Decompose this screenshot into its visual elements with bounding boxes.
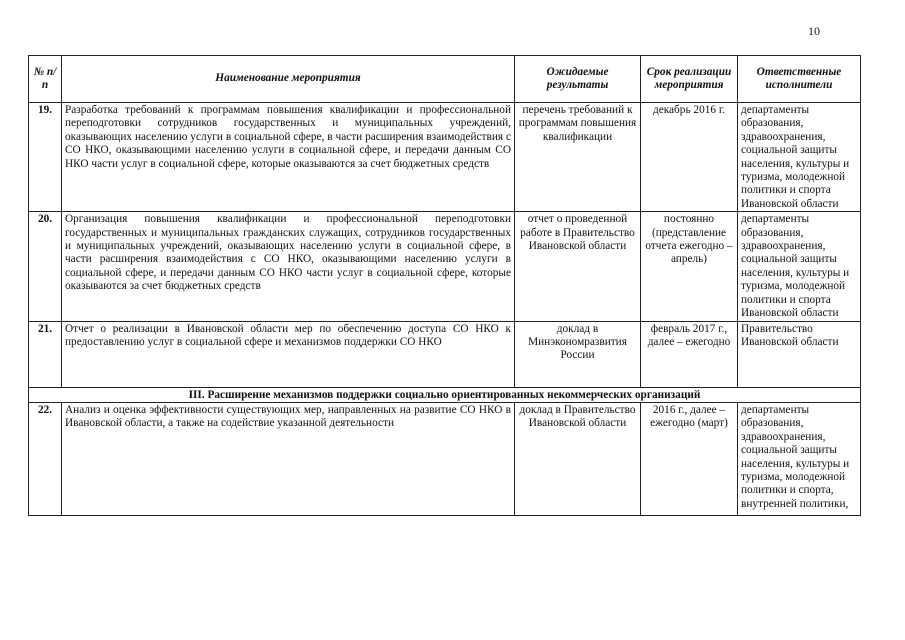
row-name: Анализ и оценка эффективности существующих мер, направленных на развитие СО НКО в Ивановской области, а также на содействие указанной деятельности	[62, 402, 515, 515]
row-executors: департаменты образования, здравоохранения, социальной защиты населения, культуры и туризма, молодежной политики и спорта Ивановской области	[738, 103, 861, 212]
row-num: 20.	[29, 212, 62, 321]
row-name: Организация повышения квалификации и профессиональной переподготовки государственных и муниципальных гражданских служащих, сотрудников государственных и муниципальных учреждений, оказывающих населению услуги в социальной сфере, в части расширения взаимодействия с СО НКО, оказывающими населению услуги в социальной сфере, и передачи данным СО НКО части услуг в социальной сфере, которые оказываются за счет бюджетных средств	[62, 212, 515, 321]
row-results: доклад в Минэкономразвития России	[515, 321, 641, 387]
row-num: 19.	[29, 103, 62, 212]
section-heading: III. Расширение механизмов поддержки социально ориентированных некоммерческих организаций	[29, 387, 861, 402]
table-row	[29, 321, 861, 387]
activities-table	[28, 55, 861, 516]
row-name: Разработка требований к программам повышения квалификации и профессиональной переподготовки сотрудников государственных и муниципальных учреждений, оказывающих населению услуги в социальной сфере, в части расширения взаимодействия с СО НКО, оказывающими населению услуги в социальной сфере, и передачи данным СО НКО части услуг в социальной сфере, которые оказываются за счет бюджетных средств	[62, 103, 515, 212]
page-number: 10	[808, 24, 820, 38]
header-num: № п/п	[29, 56, 62, 103]
header-term: Срок реализации мероприятия	[641, 56, 738, 103]
header-name: Наименование мероприятия	[62, 56, 515, 103]
row-term: постоянно (представление отчета ежегодно – апрель)	[641, 212, 738, 321]
row-results: перечень требований к программам повышения квалификации	[515, 103, 641, 212]
row-term: 2016 г., далее – ежегодно (март)	[641, 402, 738, 515]
row-term: февраль 2017 г., далее – ежегодно	[641, 321, 738, 387]
row-executors: департаменты образования, здравоохранения, социальной защиты населения, культуры и туризма, молодежной политики и спорта Ивановской области	[738, 212, 861, 321]
row-term: декабрь 2016 г.	[641, 103, 738, 212]
row-results: доклад в Правительство Ивановской области	[515, 402, 641, 515]
row-name: Отчет о реализации в Ивановской области мер по обеспечению доступа СО НКО к предоставлению услуг в социальной сфере и механизмов поддержки СО НКО	[62, 321, 515, 387]
table-header-row	[29, 56, 861, 103]
row-num: 22.	[29, 402, 62, 515]
header-results: Ожидаемые результаты	[515, 56, 641, 103]
table-row	[29, 212, 861, 321]
section-row	[29, 387, 861, 402]
row-results: отчет о проведенной работе в Правительство Ивановской области	[515, 212, 641, 321]
row-executors: департаменты образования, здравоохранения, социальной защиты населения, культуры и туризма, молодежной политики и спорта, внутренней политики,	[738, 402, 861, 515]
table-row	[29, 402, 861, 515]
table-row	[29, 103, 861, 212]
header-executors: Ответственные исполнители	[738, 56, 861, 103]
row-num: 21.	[29, 321, 62, 387]
row-executors: Правительство Ивановской области	[738, 321, 861, 387]
